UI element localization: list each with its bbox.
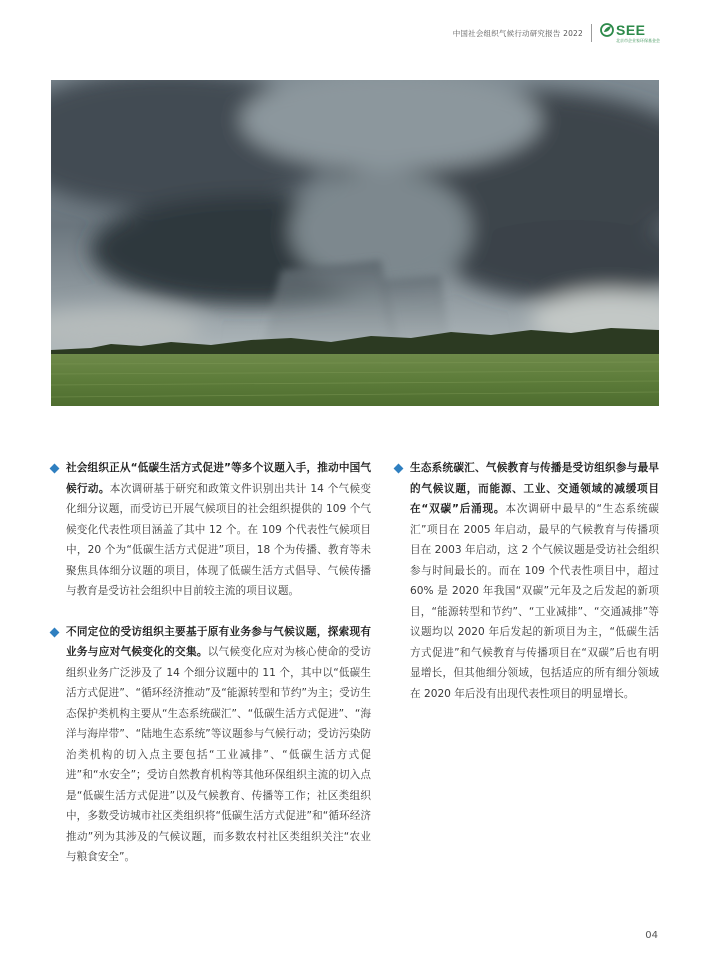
header-divider	[591, 24, 592, 42]
page-header	[453, 22, 660, 44]
summary-point-1	[51, 458, 371, 602]
page-number: 04	[645, 930, 658, 941]
diamond-bullet-icon	[50, 627, 60, 637]
summary-point-2-body: 以气候变化应对为核心使命的受访组织业务广泛涉及了 14 个细分议题中的 11 个，其中以“低碳生活方式促进”、“循环经济推动”及“能源转型和节约”为主；受访生态保护类机构主要从“生态系统碳汇”、“低碳生活方式促进”、“海洋与海岸带”、“陆地生态系统”等议题参与气候行动；受访污染防治类机构的切入点主要包括“工业减排”、“低碳生活方式促进”和“水安全”；受访自然教育机构等其他环保组织主流的切入点是“低碳生活方式促进”以及气候教育、传播等工作；社区类组织中，多数受访城市社区类组织将“低碳生活方式促进”和“循环经济推动”列为其涉及的气候议题，而多数农村社区类组织关注“农业与粮食安全”。	[66, 646, 371, 863]
see-logo	[600, 23, 660, 44]
summary-point-2-lead: 不同定位的受访组织主要基于原有业务参与气候议题，探索现有业务与应对气候变化的交集。	[66, 625, 371, 658]
summary-point-1-lead: 社会组织正从“低碳生活方式促进”等多个议题入手，推动中国气候行动。	[66, 462, 371, 495]
summary-point-2	[51, 622, 371, 868]
right-column	[395, 458, 659, 724]
diamond-bullet-icon	[394, 464, 404, 474]
storm-over-field-illustration	[51, 80, 659, 406]
summary-point-1-body: 本次调研基于研究和政策文件识别出共计 14 个气候变化细分议题，而受访已开展气候项目的社会组织提供的 109 个气候变化代表性项目涵盖了其中 12 个。在 109 个代表性气候项目中，20 个为“低碳生活方式促进”项目，18 个为传播、教育等未聚焦具体细分议题的项目，体现了低碳生活方式倡导、气候传播与教育是受访社会组织中目前较主流的项目议题。	[66, 482, 372, 597]
diamond-bullet-icon	[50, 464, 60, 474]
summary-point-3-lead: 生态系统碳汇、气候教育与传播是受访组织参与最早的气候议题，而能源、工业、交通领域的减缓项目在“双碳”后涌现。	[410, 462, 659, 515]
storm-cloud-photo	[51, 80, 659, 406]
summary-point-3-body: 本次调研中最早的“生态系统碳汇”项目在 2005 年启动，最早的气候教育与传播项目在 2003 年启动，这 2 个气候议题是受访社会组织参与时间最长的。而在 109 个代表性项目中，超过 60% 是 2020 年我国“双碳”元年及之后发起的新项目，“能源转型和节约”、“工业减排”、“交通减排”等议题均以 2020 年后发起的新项目为主，“低碳生活方式促进”和气候教育与传播项目在“双碳”后也有明显增长，但其他细分领域，包括适应的所有细分领域在 2020 年后没有出现代表性项目的明显增长。	[410, 503, 659, 700]
logo-text: SEE	[616, 21, 646, 38]
leaf-icon	[600, 23, 614, 37]
logo-subtitle: 北京市企业家环保基金会	[616, 37, 660, 43]
left-column	[51, 458, 371, 888]
report-title: 中国社会组织气候行动研究报告 2022	[452, 28, 583, 38]
summary-point-3	[395, 458, 659, 704]
